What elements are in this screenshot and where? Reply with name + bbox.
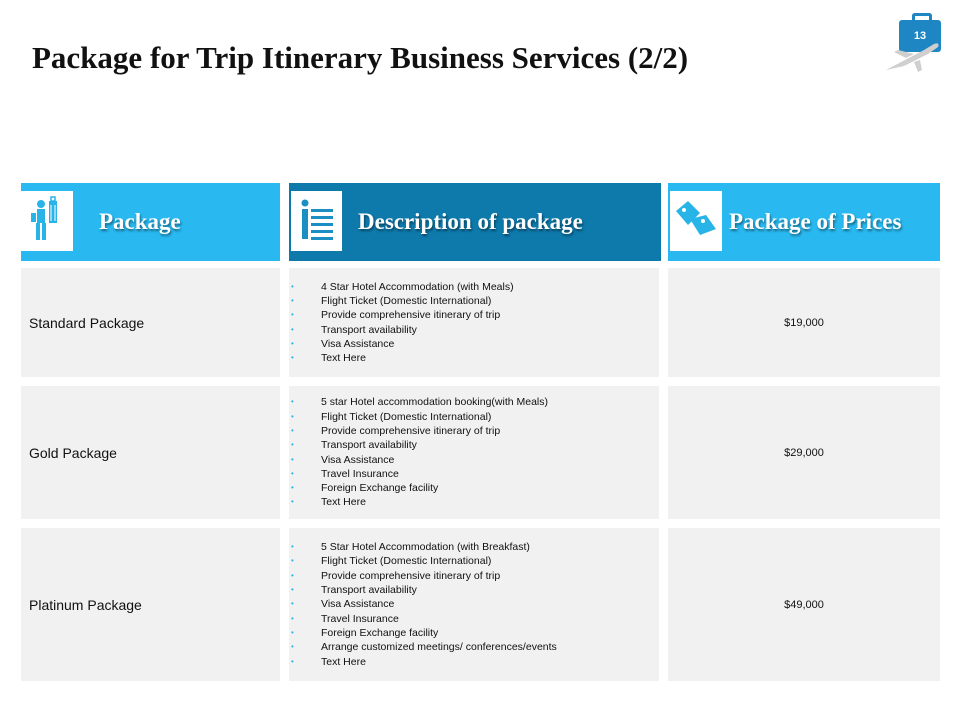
package-name: Platinum Package [29, 596, 142, 613]
package-price: $29,000 [784, 446, 824, 459]
header-package-label: Package [99, 209, 181, 234]
package-name: Gold Package [29, 444, 117, 461]
gold-package-name-cell [21, 386, 280, 519]
list-item: • Text Here [321, 655, 659, 669]
list-item: • Flight Ticket (Domestic International) [321, 410, 659, 424]
package-price: $19,000 [784, 316, 824, 329]
platinum-package-price-cell [668, 528, 940, 681]
standard-package-description-cell [289, 268, 659, 377]
list-item: • Text Here [321, 495, 659, 509]
list-item: • Arrange customized meetings/ conferences/events [321, 640, 659, 654]
list-item: • Foreign Exchange facility [321, 481, 659, 495]
header-prices [668, 183, 940, 261]
list-item: • Visa Assistance [321, 337, 659, 351]
standard-package-name-cell [21, 268, 280, 377]
list-item: • Visa Assistance [321, 453, 659, 467]
list-item: • Provide comprehensive itinerary of trip [321, 569, 659, 583]
list-item: • Foreign Exchange facility [321, 626, 659, 640]
header-description-label: Description of package [358, 209, 583, 234]
list-item: • Transport availability [321, 583, 659, 597]
list-item: • Transport availability [321, 438, 659, 452]
platinum-package-name-cell [21, 528, 280, 681]
feature-list [289, 268, 659, 377]
gold-package-price-cell [668, 386, 940, 519]
list-item: • 4 Star Hotel Accommodation (with Meals) [321, 280, 659, 294]
header-prices-label: Package of Prices [729, 209, 902, 234]
header-description [289, 183, 661, 261]
header-package [21, 183, 280, 261]
list-item: • 5 star Hotel accommodation booking(with Meals) [321, 395, 659, 409]
traveler-luggage-icon [21, 191, 73, 251]
gold-package-description-cell [289, 386, 659, 519]
list-item: • Visa Assistance [321, 597, 659, 611]
standard-package-price-cell [668, 268, 940, 377]
package-price: $49,000 [784, 598, 824, 611]
list-item: • 5 Star Hotel Accommodation (with Breakfast) [321, 540, 659, 554]
list-item: • Travel Insurance [321, 612, 659, 626]
price-tag-icon [670, 191, 722, 251]
list-item: • Provide comprehensive itinerary of trip [321, 308, 659, 322]
list-item: • Flight Ticket (Domestic International) [321, 294, 659, 308]
list-item: • Transport availability [321, 323, 659, 337]
list-item: • Travel Insurance [321, 467, 659, 481]
page-number: 13 [913, 30, 927, 42]
checklist-icon [291, 191, 342, 251]
airplane-icon [884, 40, 944, 74]
platinum-package-description-cell [289, 528, 659, 681]
list-item: • Flight Ticket (Domestic International) [321, 554, 659, 568]
list-item: • Text Here [321, 351, 659, 365]
feature-list [289, 528, 659, 681]
feature-list [289, 386, 659, 519]
list-item: • Provide comprehensive itinerary of trip [321, 424, 659, 438]
page-title: Package for Trip Itinerary Business Services (2/2) [32, 40, 689, 75]
package-name: Standard Package [29, 314, 145, 331]
